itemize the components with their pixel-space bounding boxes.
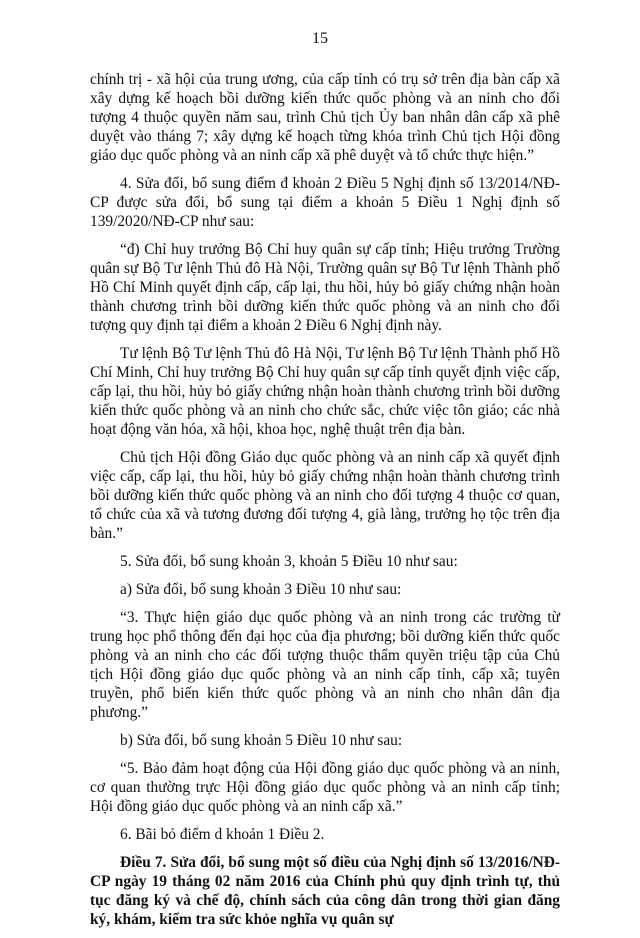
amendment-subitem-a: a) Sửa đổi, bổ sung khoản 3 Điều 10 như sau:	[120, 581, 402, 598]
article-heading: Điều 7. Sửa đổi, bổ sung một số điều của Nghị định số 13/2016/NĐ-CP ngày 19 tháng 02 năm 2016 của Chính phủ quy định trình tự, thủ tục đăng ký và chế độ, chính sách của công dân trong thời gian đăng ký, khám, kiểm tra sức khỏe nghĩa vụ quân sự	[90, 854, 560, 928]
amendment-item-4: 4. Sửa đổi, bổ sung điểm đ khoản 2 Điều 5 Nghị định số 13/2014/NĐ-CP được sửa đổi, bổ sung tại điểm a khoản 5 Điều 1 Nghị định số 139/2020/NĐ-CP như sau:	[90, 175, 560, 230]
quoted-point-d: “đ) Chỉ huy trưởng Bộ Chỉ huy quân sự cấp tỉnh; Hiệu trưởng Trường quân sự Bộ Tư lệnh Thủ đô Hà Nội, Trường quân sự Bộ Tư lệnh Thành phố Hồ Chí Minh quyết định cấp, cấp lại, thu hồi, hủy bỏ giấy chứng nhận hoàn thành chương trình bồi dưỡng kiến thức quốc phòng và an ninh cho đối tượng quy định tại điểm a khoản 2 Điều 6 Nghị định này.	[90, 241, 560, 334]
document-body	[90, 70, 560, 938]
amendment-item-5: 5. Sửa đổi, bổ sung khoản 3, khoản 5 Điều 10 như sau:	[120, 553, 458, 570]
quoted-clause-5: “5. Bảo đảm hoạt động của Hội đồng giáo dục quốc phòng và an ninh, cơ quan thường trực Hội đồng giáo dục quốc phòng và an ninh cấp tỉnh; Hội đồng giáo dục quốc phòng và an ninh cấp xã.”	[90, 760, 560, 815]
quoted-clause-3: “3. Thực hiện giáo dục quốc phòng và an ninh trong các trường từ trung học phổ thông đến đại học của địa phương; bồi dưỡng kiến thức quốc phòng và an ninh cho các đối tượng thuộc thẩm quyền triệu tập của Chủ tịch Hội đồng giáo dục quốc phòng và an ninh cấp tỉnh, cấp xã; tuyên truyền, phổ biến kiến thức quốc phòng và an ninh cho nhân dân địa phương.”	[90, 609, 560, 721]
amendment-subitem-b: b) Sửa đổi, bổ sung khoản 5 Điều 10 như sau:	[120, 732, 403, 749]
quoted-paragraph: Tư lệnh Bộ Tư lệnh Thủ đô Hà Nội, Tư lệnh Bộ Tư lệnh Thành phố Hồ Chí Minh, Chỉ huy trưởng Bộ Chỉ huy quân sự cấp tỉnh quyết định việc cấp, cấp lại, thu hồi, hủy bỏ giấy chứng nhận hoàn thành chương trình bồi dưỡng kiến thức quốc phòng và an ninh cho chức sắc, chức việc tôn giáo; các nhà hoạt động văn hóa, xã hội, khoa học, nghệ thuật trên địa bàn.	[90, 345, 560, 438]
quoted-paragraph: Chủ tịch Hội đồng Giáo dục quốc phòng và an ninh cấp xã quyết định việc cấp, cấp lại, thu hồi, hủy bỏ giấy chứng nhận hoàn thành chương trình bồi dưỡng kiến thức quốc phòng và an ninh cho đối tượng 4 thuộc cơ quan, tổ chức của xã và tương đương đối tượng 4, già làng, trưởng họ tộc trên địa bàn.”	[90, 449, 560, 542]
amendment-item-6: 6. Bãi bỏ điểm d khoản 1 Điều 2.	[120, 826, 325, 843]
paragraph-continuation: chính trị - xã hội của trung ương, của cấp tỉnh có trụ sở trên địa bàn cấp xã xây dựng kế hoạch bồi dưỡng kiến thức quốc phòng và an ninh cho đối tượng 4 thuộc quyền năm sau, trình Chủ tịch Ủy ban nhân dân cấp xã phê duyệt vào tháng 7; xây dựng kế hoạch từng khóa trình Chủ tịch Hội đồng giáo dục quốc phòng và an ninh cấp xã phê duyệt và tổ chức thực hiện.”	[90, 71, 560, 164]
page-number: 15	[312, 30, 328, 47]
